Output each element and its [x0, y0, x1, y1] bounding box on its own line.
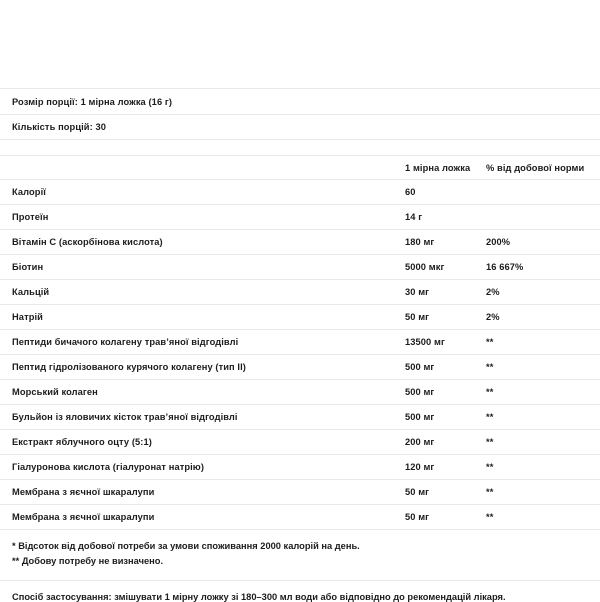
table-row [0, 455, 600, 479]
nutrient-name: Гіалуронова кислота (гіалуронат натрію) [12, 462, 205, 472]
nutrient-name: Мембрана з яєчної шкаралупи [12, 487, 155, 497]
nutrient-amount: 5000 мкг [405, 262, 445, 272]
table-row [0, 205, 600, 229]
nutrient-amount: 30 мг [405, 287, 430, 297]
nutrient-amount: 180 мг [405, 237, 435, 247]
table-row [0, 355, 600, 379]
nutrient-daily-value: ** [486, 487, 494, 497]
nutrient-amount: 500 мг [405, 412, 435, 422]
nutrient-amount: 50 мг [405, 487, 430, 497]
serving-size-row [0, 89, 600, 114]
servings-per-container-row [0, 115, 600, 139]
section-spacer [0, 140, 600, 155]
nutrient-name: Біотин [12, 262, 44, 272]
nutrient-name: Кальцій [12, 287, 50, 297]
nutrient-daily-value: ** [486, 412, 494, 422]
table-row [0, 380, 600, 404]
nutrient-name: Бульйон із яловичих кісток трав’яної відгодівлі [12, 412, 238, 422]
table-row [0, 180, 600, 204]
table-header-row [0, 156, 600, 179]
table-row [0, 505, 600, 529]
footnote-not-established: ** Добову потребу не визначено. [12, 556, 164, 567]
nutrient-daily-value: 2% [486, 312, 500, 322]
column-header-amount: 1 мірна ложка [405, 162, 471, 173]
nutrient-daily-value: ** [486, 437, 494, 447]
nutrient-amount: 500 мг [405, 362, 435, 372]
supplement-facts-panel [0, 88, 600, 602]
nutrient-name: Пептиди бичачого колагену трав’яної відгодівлі [12, 337, 239, 347]
nutrient-daily-value: ** [486, 512, 494, 522]
nutrient-name: Протеїн [12, 212, 49, 222]
table-row [0, 280, 600, 304]
nutrient-amount: 60 [405, 187, 416, 197]
nutrient-amount: 120 мг [405, 462, 435, 472]
serving-size-label: Розмір порції: 1 мірна ложка (16 г) [12, 96, 173, 107]
nutrient-name: Морський колаген [12, 387, 98, 397]
column-header-daily-value: % від добової норми [486, 162, 585, 173]
nutrient-amount: 50 мг [405, 312, 430, 322]
table-row [0, 480, 600, 504]
nutrient-name: Калорії [12, 187, 46, 197]
nutrient-daily-value: 200% [486, 237, 511, 247]
nutrient-daily-value: ** [486, 362, 494, 372]
nutrient-name: Вітамін C (аскорбінова кислота) [12, 237, 163, 247]
table-row [0, 255, 600, 279]
nutrient-daily-value: 16 667% [486, 262, 524, 272]
nutrient-daily-value: ** [486, 462, 494, 472]
footnote-daily-value: * Відсоток від добової потреби за умови споживання 2000 калорій на день. [12, 541, 360, 551]
table-row [0, 405, 600, 429]
nutrient-rows [0, 179, 600, 530]
nutrient-daily-value: ** [486, 337, 494, 347]
table-row [0, 330, 600, 354]
nutrient-amount: 50 мг [405, 512, 430, 522]
nutrient-amount: 500 мг [405, 387, 435, 397]
nutrient-daily-value: 2% [486, 287, 500, 297]
table-row [0, 230, 600, 254]
nutrient-daily-value: ** [486, 387, 494, 397]
table-row [0, 305, 600, 329]
nutrient-amount: 14 г [405, 212, 423, 222]
usage-directions: Спосіб застосування: змішувати 1 мірну ложку зі 180–300 мл води або відповідно до рекомендацій лікаря. [12, 591, 506, 602]
nutrient-amount: 13500 мг [405, 337, 445, 347]
footnotes-block [0, 530, 600, 580]
nutrient-amount: 200 мг [405, 437, 435, 447]
nutrient-name: Мембрана з яєчної шкаралупи [12, 512, 155, 522]
nutrient-name: Пептид гідролізованого курячого колагену (тип II) [12, 362, 246, 372]
nutrient-name: Натрій [12, 312, 43, 322]
servings-per-container-label: Кількість порцій: 30 [12, 122, 107, 132]
nutrient-name: Екстракт яблучного оцту (5:1) [12, 437, 152, 447]
table-row [0, 430, 600, 454]
